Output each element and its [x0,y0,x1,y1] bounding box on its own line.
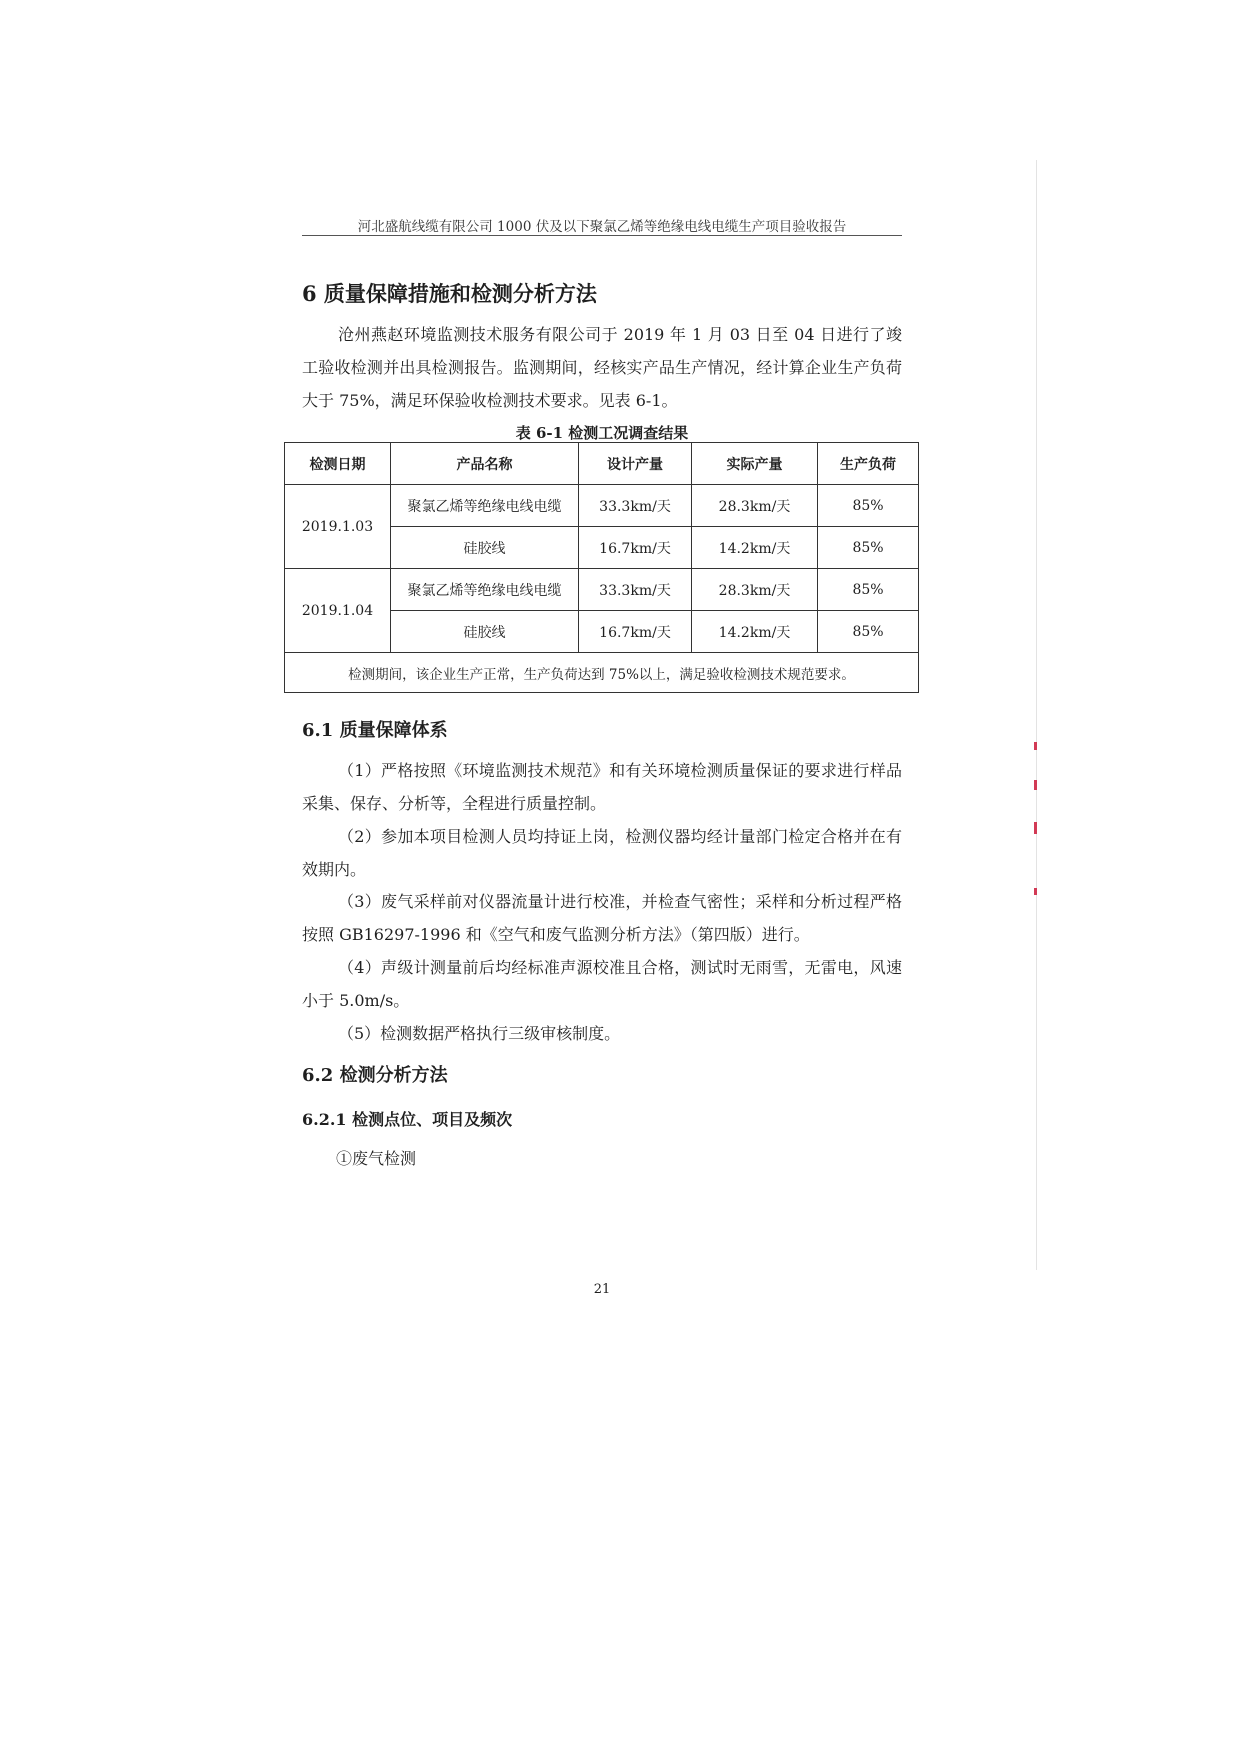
column-header: 实际产量 [692,443,818,485]
table-note-row [285,653,919,693]
section-6-2-title: 6.2 检测分析方法 [302,1065,448,1086]
quality-item-4: （4）声级计测量前后均经标准声源校准且合格，测试时无雨雪，无雷电，风速小于 5.0m/s。 [302,958,902,1010]
table-row [285,569,919,611]
scan-edge-mark [1034,822,1037,834]
column-header: 设计产量 [579,443,692,485]
section-6-intro: 沧州燕赵环境监测技术服务有限公司于 2019 年 1 月 03 日至 04 日进行了竣工验收检测并出具检测报告。监测期间，经核实产品生产情况，经计算企业生产负荷大于 75%，满足环保验收检测技术要求。见表 6-1。 [302,325,902,410]
section-6-1-title: 6.1 质量保障体系 [302,720,448,741]
column-header: 产品名称 [391,443,579,485]
load-cell: 85% [818,569,919,611]
date-cell: 2019.1.03 [285,485,391,569]
design-output-cell: 33.3km/天 [579,569,692,611]
load-cell: 85% [818,611,919,653]
quality-item-5: （5）检测数据严格执行三级审核制度。 [338,1024,621,1043]
product-cell: 硅胶线 [391,611,579,653]
column-header: 检测日期 [285,443,391,485]
quality-item-1: （1）严格按照《环境监测技术规范》和有关环境检测质量保证的要求进行样品采集、保存、分析等，全程进行质量控制。 [302,761,902,813]
date-cell: 2019.1.04 [285,569,391,653]
load-cell: 85% [818,485,919,527]
column-header: 生产负荷 [818,443,919,485]
quality-item-2: （2）参加本项目检测人员均持证上岗，检测仪器均经计量部门检定合格并在有效期内。 [302,827,902,879]
scan-edge-mark [1034,780,1037,790]
scan-edge-mark [1034,888,1037,895]
section-6-2-1-title: 6.2.1 检测点位、项目及频次 [302,1110,513,1129]
table-note: 检测期间，该企业生产正常，生产负荷达到 75%以上，满足验收检测技术规范要求。 [285,653,919,693]
exhaust-gas-item: ①废气检测 [336,1149,417,1168]
section-6-title: 6 质量保障措施和检测分析方法 [302,281,597,306]
actual-output-cell: 28.3km/天 [692,569,818,611]
product-cell: 聚氯乙烯等绝缘电线电缆 [391,569,579,611]
scan-edge-mark [1034,742,1037,750]
header-rule [302,235,902,236]
table-caption: 表 6-1 检测工况调查结果 [515,424,689,442]
actual-output-cell: 14.2km/天 [692,527,818,569]
design-output-cell: 16.7km/天 [579,611,692,653]
table-header-row [285,443,919,485]
scan-edge-line [1036,160,1037,1270]
load-cell: 85% [818,527,919,569]
survey-table [284,442,919,693]
product-cell: 聚氯乙烯等绝缘电线电缆 [391,485,579,527]
actual-output-cell: 14.2km/天 [692,611,818,653]
table-row [285,485,919,527]
product-cell: 硅胶线 [391,527,579,569]
running-header: 河北盛航线缆有限公司 1000 伏及以下聚氯乙烯等绝缘电线电缆生产项目验收报告 [357,219,847,235]
actual-output-cell: 28.3km/天 [692,485,818,527]
design-output-cell: 16.7km/天 [579,527,692,569]
quality-item-3: （3）废气采样前对仪器流量计进行校准，并检查气密性；采样和分析过程严格按照 GB16297-1996 和《空气和废气监测分析方法》（第四版）进行。 [302,892,902,944]
page-number: 21 [593,1282,611,1297]
design-output-cell: 33.3km/天 [579,485,692,527]
